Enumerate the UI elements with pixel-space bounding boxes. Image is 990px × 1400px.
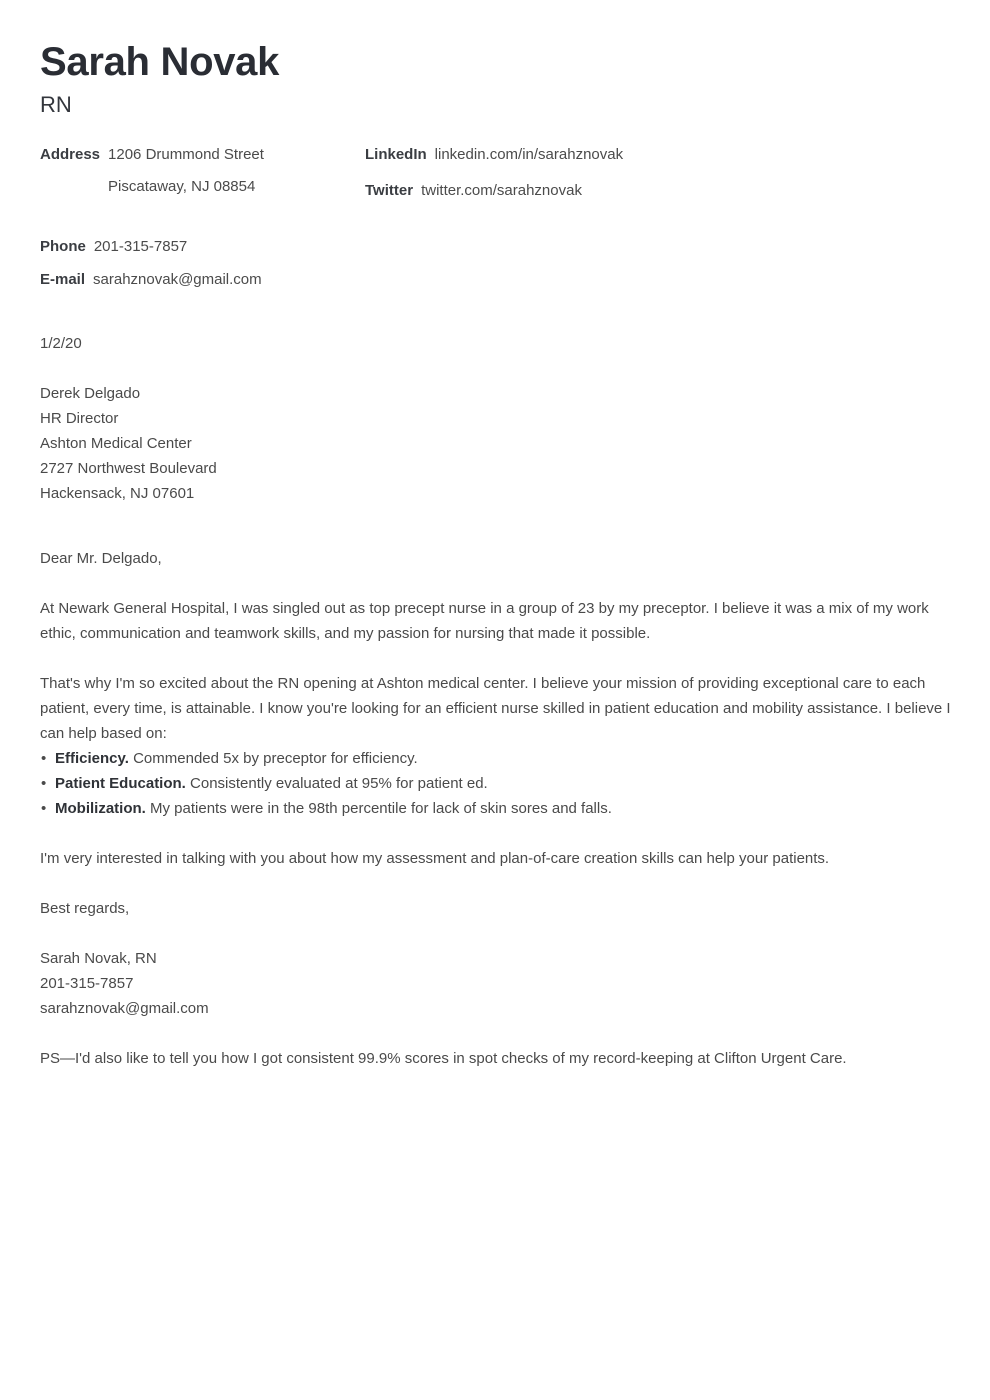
bullet-text: Commended 5x by preceptor for efficiency. [133, 750, 418, 768]
signature-name: Sarah Novak, RN [40, 950, 157, 968]
signature-phone[interactable]: 201-315-7857 [40, 975, 134, 993]
recipient-company: Ashton Medical Center [40, 435, 192, 453]
list-item [40, 796, 960, 821]
contact-row-phone [40, 236, 365, 258]
bullet-lead-in: Patient Education. [55, 775, 186, 793]
contact-row-email [40, 269, 365, 291]
bullet-text: My patients were in the 98th percentile for lack of skin sores and falls. [150, 800, 612, 818]
contact-label-address: Address [40, 146, 101, 164]
recipient-name: Derek Delgado [40, 385, 141, 403]
recipient-city-state-zip: Hackensack, NJ 07601 [40, 485, 195, 503]
closing-salutation: Best regards, [40, 900, 130, 918]
paragraph-1: At Newark General Hospital, I was singled out as top precept nurse in a group of 23 by my preceptor. I believe it was a mix of my work ethic, communication and teamwork skills, and my passion for nursing that made it possible. [40, 600, 929, 643]
paragraph-2: That's why I'm so excited about the RN opening at Ashton medical center. I believe your mission of providing exceptional care to each patient, every time, is attainable. I know you're looking for an efficient nurse skilled in patient education and mobility assistance. I believe I can help based on: [40, 675, 951, 743]
contact-label-email: E-mail [40, 270, 86, 288]
contact-value-address [108, 144, 264, 198]
contact-value-twitter[interactable]: twitter.com/sarahznovak [421, 182, 582, 200]
contact-spacer [40, 212, 365, 236]
contact-label-twitter: Twitter [365, 182, 414, 200]
list-item [40, 771, 960, 796]
salutation: Dear Mr. Delgado, [40, 550, 162, 568]
contact-info-block [40, 144, 960, 301]
address-line-2: Piscataway, NJ 08854 [108, 178, 256, 196]
job-title: RN [40, 92, 72, 117]
list-item [40, 746, 960, 771]
contact-column-left [40, 144, 365, 301]
signature-block [40, 946, 960, 1021]
contact-row-twitter [365, 180, 960, 202]
bullet-text: Consistently evaluated at 95% for patient ed. [190, 775, 488, 793]
page-title: Sarah Novak [40, 40, 280, 84]
achievements-list [40, 746, 960, 821]
postscript: PS—I'd also like to tell you how I got consistent 99.9% scores in spot checks of my record-keeping at Clifton Urgent Care. [40, 1050, 847, 1068]
letter-date: 1/2/20 [40, 335, 82, 353]
contact-label-linkedin: LinkedIn [365, 146, 427, 164]
paragraph-3: I'm very interested in talking with you about how my assessment and plan-of-care creation skills can help your patients. [40, 850, 830, 868]
recipient-address-block [40, 381, 960, 506]
contact-row-linkedin [365, 144, 960, 166]
contact-value-email[interactable]: sarahznovak@gmail.com [93, 270, 262, 288]
signature-email[interactable]: sarahznovak@gmail.com [40, 1000, 209, 1018]
letter-body [40, 331, 960, 1071]
recipient-street: 2727 Northwest Boulevard [40, 460, 217, 478]
recipient-title: HR Director [40, 410, 119, 428]
contact-label-phone: Phone [40, 237, 86, 255]
contact-value-phone[interactable]: 201-315-7857 [93, 237, 188, 255]
contact-value-linkedin[interactable]: linkedin.com/in/sarahznovak [434, 146, 624, 164]
address-line-1: 1206 Drummond Street [108, 146, 264, 164]
bullet-lead-in: Efficiency. [55, 750, 129, 768]
bullet-lead-in: Mobilization. [55, 800, 146, 818]
contact-row-address [40, 144, 365, 198]
contact-column-right [365, 144, 960, 216]
